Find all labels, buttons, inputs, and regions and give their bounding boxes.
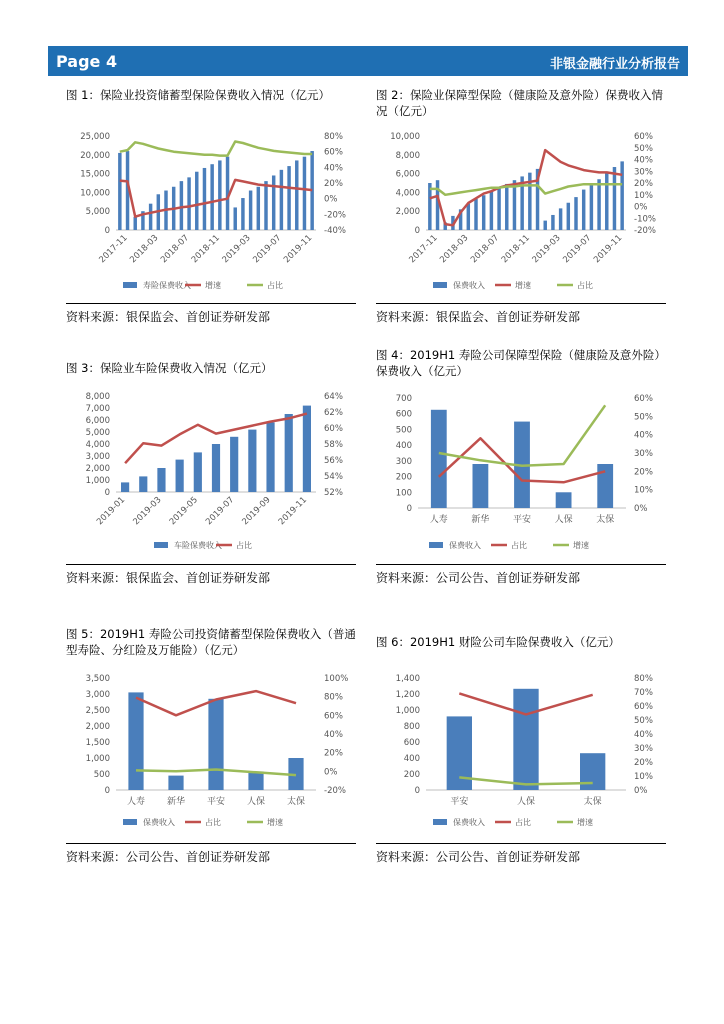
y2-tick-label: -10% bbox=[634, 214, 656, 225]
y2-tick-label: 56% bbox=[324, 456, 343, 466]
x-tick-label: 2018-11 bbox=[189, 233, 222, 266]
bar bbox=[551, 215, 554, 230]
y-tick-label: 200 bbox=[403, 770, 420, 780]
bar bbox=[544, 221, 547, 230]
y-tick-label: 7,000 bbox=[85, 404, 110, 414]
figure-6-title: 图 6：2019H1 财险公司车险保费收入（亿元） bbox=[376, 635, 620, 649]
x-tick-label: 2019-09 bbox=[240, 495, 273, 528]
y2-tick-label: 30% bbox=[634, 449, 653, 459]
y2-tick-label: -20% bbox=[324, 786, 346, 796]
y2-tick-label: 0% bbox=[324, 767, 338, 778]
x-tick-label: 平安 bbox=[206, 797, 226, 807]
x-tick-label: 平安 bbox=[450, 797, 469, 807]
y-tick-label: 200 bbox=[395, 472, 412, 483]
figure-6-rule bbox=[376, 843, 666, 844]
y-tick-label: 400 bbox=[403, 754, 420, 764]
y2-tick-label: 50% bbox=[634, 716, 653, 726]
y-tick-label: 3,000 bbox=[85, 690, 110, 700]
legend-swatch bbox=[433, 282, 447, 288]
bar bbox=[287, 166, 290, 230]
y2-tick-label: 30% bbox=[634, 167, 653, 178]
y-tick-label: 0 bbox=[414, 786, 420, 796]
bar bbox=[285, 414, 293, 492]
bar bbox=[505, 184, 508, 230]
figure-3-source: 资料来源：银保监会、首创证券研发部 bbox=[66, 571, 271, 585]
x-tick-label: 2019-03 bbox=[131, 495, 164, 528]
y2-tick-label: 60% bbox=[634, 394, 653, 404]
y2-tick-label: 100% bbox=[324, 674, 349, 684]
bar bbox=[157, 468, 165, 492]
x-tick-label: 太保 bbox=[596, 515, 615, 525]
bar bbox=[597, 179, 600, 230]
bar bbox=[295, 160, 298, 230]
y2-tick-label: 20% bbox=[634, 467, 653, 478]
x-tick-label: 2019-07 bbox=[204, 495, 237, 528]
bar bbox=[208, 699, 223, 790]
y-tick-label: 0 bbox=[104, 488, 110, 498]
y-tick-label: 300 bbox=[395, 456, 412, 467]
bar bbox=[303, 406, 311, 492]
bar bbox=[474, 199, 477, 230]
y2-tick-label: 52% bbox=[324, 488, 343, 498]
bar bbox=[559, 208, 562, 230]
bar bbox=[195, 172, 198, 230]
figure-3-chart bbox=[66, 388, 356, 562]
bar bbox=[580, 753, 605, 790]
bar bbox=[431, 410, 447, 508]
bar bbox=[264, 181, 267, 230]
bar bbox=[230, 437, 238, 492]
bar bbox=[613, 167, 616, 230]
x-tick-label: 新华 bbox=[471, 515, 490, 525]
figure-1-rule bbox=[66, 303, 356, 304]
y-tick-label: 1,200 bbox=[395, 690, 420, 700]
bar bbox=[248, 430, 256, 492]
y-tick-label: 6,000 bbox=[85, 416, 110, 426]
y2-tick-label: 40% bbox=[634, 730, 653, 740]
y2-tick-label: 60% bbox=[324, 711, 343, 722]
legend-label: 占比 bbox=[511, 541, 527, 550]
bar bbox=[128, 692, 143, 790]
bar bbox=[212, 444, 220, 492]
x-tick-label: 2019-11 bbox=[592, 233, 625, 266]
legend-label: 保费收入 bbox=[449, 541, 481, 550]
y-tick-label: 2,000 bbox=[85, 722, 110, 732]
x-tick-label: 2019-07 bbox=[251, 233, 284, 266]
bar bbox=[482, 195, 485, 230]
legend-swatch bbox=[429, 542, 443, 548]
y2-tick-label: 50% bbox=[634, 412, 653, 423]
legend-label: 寿险保费收入 bbox=[143, 281, 191, 290]
x-tick-label: 2018-03 bbox=[128, 233, 161, 266]
series-line-1 bbox=[430, 184, 622, 195]
x-tick-label: 2018-03 bbox=[438, 233, 471, 266]
y2-tick-label: 40% bbox=[634, 155, 653, 166]
legend-label: 占比 bbox=[515, 818, 531, 827]
x-tick-label: 太保 bbox=[583, 797, 602, 807]
bar bbox=[257, 187, 260, 230]
x-tick-label: 2018-07 bbox=[469, 233, 502, 266]
figure-5-chart bbox=[66, 670, 356, 834]
bar bbox=[134, 217, 137, 230]
y2-tick-label: 10% bbox=[634, 485, 653, 496]
figure-3-title: 图 3：保险业车险保费收入情况（亿元） bbox=[66, 361, 273, 375]
y-tick-label: 1,000 bbox=[85, 754, 110, 764]
figure-6-chart bbox=[376, 670, 666, 834]
y-tick-label: 0 bbox=[406, 504, 412, 514]
y2-tick-label: 80% bbox=[324, 692, 343, 703]
figure-4-source: 资料来源：公司公告、首创证券研发部 bbox=[376, 571, 581, 585]
bar bbox=[590, 184, 593, 230]
y2-tick-label: -20% bbox=[324, 210, 346, 221]
bar bbox=[574, 197, 577, 230]
figure-2-chart bbox=[376, 126, 666, 300]
figure-2-title: 图 2：保险业保障型保险（健康险及意外险）保费收入情况（亿元） bbox=[376, 88, 663, 118]
bar bbox=[218, 160, 221, 230]
x-tick-label: 2019-07 bbox=[561, 233, 594, 266]
legend-label: 占比 bbox=[236, 541, 252, 550]
y2-tick-label: 62% bbox=[324, 408, 343, 418]
y2-tick-label: 0% bbox=[634, 504, 648, 514]
bar bbox=[497, 188, 500, 230]
x-tick-label: 人寿 bbox=[126, 797, 146, 807]
bar bbox=[176, 460, 184, 492]
figure-4-rule bbox=[376, 564, 666, 565]
bar bbox=[280, 170, 283, 230]
y2-tick-label: 80% bbox=[324, 132, 343, 142]
y2-tick-label: 40% bbox=[324, 163, 343, 174]
series-line-0 bbox=[120, 180, 312, 217]
y-tick-label: 2,000 bbox=[395, 207, 420, 218]
legend-label: 增速 bbox=[205, 281, 221, 290]
y2-tick-label: 20% bbox=[324, 748, 343, 759]
bar bbox=[210, 164, 213, 230]
y2-tick-label: 54% bbox=[324, 472, 343, 482]
figure-5-rule bbox=[66, 843, 356, 844]
y-tick-label: 1,000 bbox=[395, 706, 420, 716]
y2-tick-label: 60% bbox=[634, 132, 653, 142]
x-tick-label: 人保 bbox=[246, 797, 266, 807]
legend-label: 保费收入 bbox=[143, 818, 175, 827]
y-tick-label: 5,000 bbox=[85, 428, 110, 438]
y2-tick-label: 64% bbox=[324, 392, 343, 402]
x-tick-label: 太保 bbox=[286, 797, 306, 807]
bar bbox=[249, 191, 252, 230]
y2-tick-label: 20% bbox=[634, 758, 653, 768]
y-tick-label: 8,000 bbox=[85, 392, 110, 402]
y2-tick-label: 20% bbox=[324, 179, 343, 189]
bar bbox=[194, 452, 202, 492]
figure-1-source: 资料来源：银保监会、首创证券研发部 bbox=[66, 310, 271, 324]
x-tick-label: 2017-11 bbox=[97, 233, 130, 266]
figure-5-source: 资料来源：公司公告、首创证券研发部 bbox=[66, 850, 271, 864]
y2-tick-label: 60% bbox=[324, 424, 343, 434]
y-tick-label: 4,000 bbox=[85, 440, 110, 450]
y-tick-label: 10,000 bbox=[80, 188, 110, 199]
legend-label: 占比 bbox=[267, 281, 283, 290]
page-number: Page 4 bbox=[56, 52, 118, 71]
bar bbox=[248, 771, 263, 790]
bar bbox=[168, 776, 183, 790]
page-header-banner bbox=[48, 46, 688, 76]
y2-tick-label: 0% bbox=[634, 202, 648, 213]
x-tick-label: 人寿 bbox=[429, 515, 448, 525]
y2-tick-label: 58% bbox=[324, 440, 343, 450]
x-tick-label: 2019-03 bbox=[220, 233, 253, 266]
bar bbox=[605, 173, 608, 230]
y2-tick-label: 20% bbox=[634, 179, 653, 189]
y2-tick-label: 80% bbox=[634, 674, 653, 684]
x-tick-label: 2019-05 bbox=[167, 495, 200, 528]
y-tick-label: 1,000 bbox=[85, 476, 110, 486]
legend-swatch bbox=[123, 819, 137, 825]
figure-1-title: 图 1：保险业投资储蓄型保险保费收入情况（亿元） bbox=[66, 88, 330, 102]
figure-4-title: 图 4：2019H1 寿险公司保障型保险（健康险及意外险）保费收入（亿元） bbox=[376, 348, 666, 378]
y-tick-label: 400 bbox=[395, 441, 412, 452]
y2-tick-label: -40% bbox=[324, 226, 346, 236]
y2-tick-label: -20% bbox=[634, 226, 656, 236]
x-tick-label: 人保 bbox=[554, 515, 573, 525]
x-tick-label: 2017-11 bbox=[407, 233, 440, 266]
y-tick-label: 15,000 bbox=[80, 169, 110, 180]
bar bbox=[121, 482, 129, 492]
legend-label: 保费收入 bbox=[453, 818, 485, 827]
y-tick-label: 600 bbox=[403, 738, 420, 748]
bar bbox=[187, 177, 190, 230]
legend-label: 占比 bbox=[205, 818, 221, 827]
figure-1-chart bbox=[66, 126, 356, 300]
y-tick-label: 700 bbox=[395, 394, 412, 404]
legend-label: 增速 bbox=[577, 818, 593, 827]
bar bbox=[149, 204, 152, 230]
bar bbox=[567, 203, 570, 230]
x-tick-label: 2018-11 bbox=[499, 233, 532, 266]
bar bbox=[180, 181, 183, 230]
figure-2-source: 资料来源：银保监会、首创证券研发部 bbox=[376, 310, 581, 324]
legend-swatch bbox=[123, 282, 137, 288]
bar bbox=[582, 190, 585, 230]
figure-5-title: 图 5：2019H1 寿险公司投资储蓄型保险保费收入（普通型寿险、分红险及万能险）（亿元） bbox=[66, 627, 356, 657]
x-tick-label: 2018-07 bbox=[159, 233, 192, 266]
y2-tick-label: 40% bbox=[324, 730, 343, 740]
x-tick-label: 2019-03 bbox=[530, 233, 563, 266]
y-tick-label: 500 bbox=[93, 770, 110, 780]
y2-tick-label: 10% bbox=[634, 772, 653, 782]
bar bbox=[139, 476, 147, 492]
x-tick-label: 平安 bbox=[512, 515, 532, 525]
bar bbox=[203, 168, 206, 230]
y2-tick-label: 50% bbox=[634, 143, 653, 154]
y2-tick-label: 60% bbox=[324, 147, 343, 158]
y-tick-label: 5,000 bbox=[85, 207, 110, 218]
y2-tick-label: 60% bbox=[634, 702, 653, 712]
y-tick-label: 100 bbox=[395, 488, 412, 499]
legend-swatch bbox=[433, 819, 447, 825]
x-tick-label: 2019-01 bbox=[95, 495, 128, 528]
legend-label: 车险保费收入 bbox=[174, 541, 222, 550]
bar bbox=[556, 492, 572, 508]
x-tick-label: 2019-11 bbox=[282, 233, 315, 266]
y2-tick-label: 30% bbox=[634, 744, 653, 754]
y-tick-label: 4,000 bbox=[395, 188, 420, 199]
figure-4-chart bbox=[376, 388, 666, 562]
legend-label: 增速 bbox=[267, 818, 283, 827]
y-tick-label: 3,500 bbox=[85, 674, 110, 684]
figure-6-source: 资料来源：公司公告、首创证券研发部 bbox=[376, 850, 581, 864]
bar bbox=[490, 191, 493, 230]
y2-tick-label: 70% bbox=[634, 688, 653, 698]
legend-label: 占比 bbox=[577, 281, 593, 290]
y-tick-label: 0 bbox=[414, 226, 420, 236]
y-tick-label: 20,000 bbox=[80, 150, 110, 161]
series-line-1 bbox=[120, 142, 312, 156]
y-tick-label: 0 bbox=[104, 786, 110, 796]
y-tick-label: 1,500 bbox=[85, 738, 110, 748]
bar bbox=[266, 422, 274, 492]
y-tick-label: 25,000 bbox=[80, 132, 110, 142]
report-title: 非银金融行业分析报告 bbox=[549, 57, 680, 72]
legend-label: 保费收入 bbox=[453, 281, 485, 290]
y2-tick-label: 0% bbox=[634, 786, 648, 796]
bar bbox=[118, 153, 121, 230]
y-tick-label: 1,400 bbox=[395, 674, 420, 684]
figure-2-rule bbox=[376, 303, 666, 304]
legend-label: 增速 bbox=[515, 281, 531, 290]
y-tick-label: 10,000 bbox=[390, 132, 420, 142]
y2-tick-label: 0% bbox=[324, 194, 338, 205]
legend-swatch bbox=[154, 542, 168, 548]
series-line-0 bbox=[430, 150, 622, 225]
y2-tick-label: 40% bbox=[634, 430, 653, 441]
bar bbox=[467, 204, 470, 230]
figure-3-rule bbox=[66, 564, 356, 565]
y2-tick-label: 10% bbox=[634, 190, 653, 201]
x-tick-label: 2019-11 bbox=[276, 495, 310, 528]
bar bbox=[272, 175, 275, 230]
bar bbox=[241, 198, 244, 230]
y-tick-label: 2,000 bbox=[85, 464, 110, 474]
x-tick-label: 人保 bbox=[516, 797, 536, 807]
bar bbox=[303, 157, 306, 230]
y-tick-label: 0 bbox=[104, 226, 110, 236]
y-tick-label: 600 bbox=[395, 409, 412, 420]
bar bbox=[620, 161, 623, 230]
y-tick-label: 2,500 bbox=[85, 706, 110, 716]
bar bbox=[234, 207, 237, 230]
y-tick-label: 3,000 bbox=[85, 452, 110, 462]
y-tick-label: 800 bbox=[403, 722, 420, 732]
legend-label: 增速 bbox=[573, 541, 589, 550]
x-tick-label: 新华 bbox=[166, 797, 186, 807]
bar bbox=[597, 464, 613, 508]
bar bbox=[513, 689, 538, 790]
y-tick-label: 500 bbox=[395, 425, 412, 436]
y-tick-label: 6,000 bbox=[395, 169, 420, 180]
bar bbox=[472, 464, 488, 508]
y-tick-label: 8,000 bbox=[395, 150, 420, 161]
